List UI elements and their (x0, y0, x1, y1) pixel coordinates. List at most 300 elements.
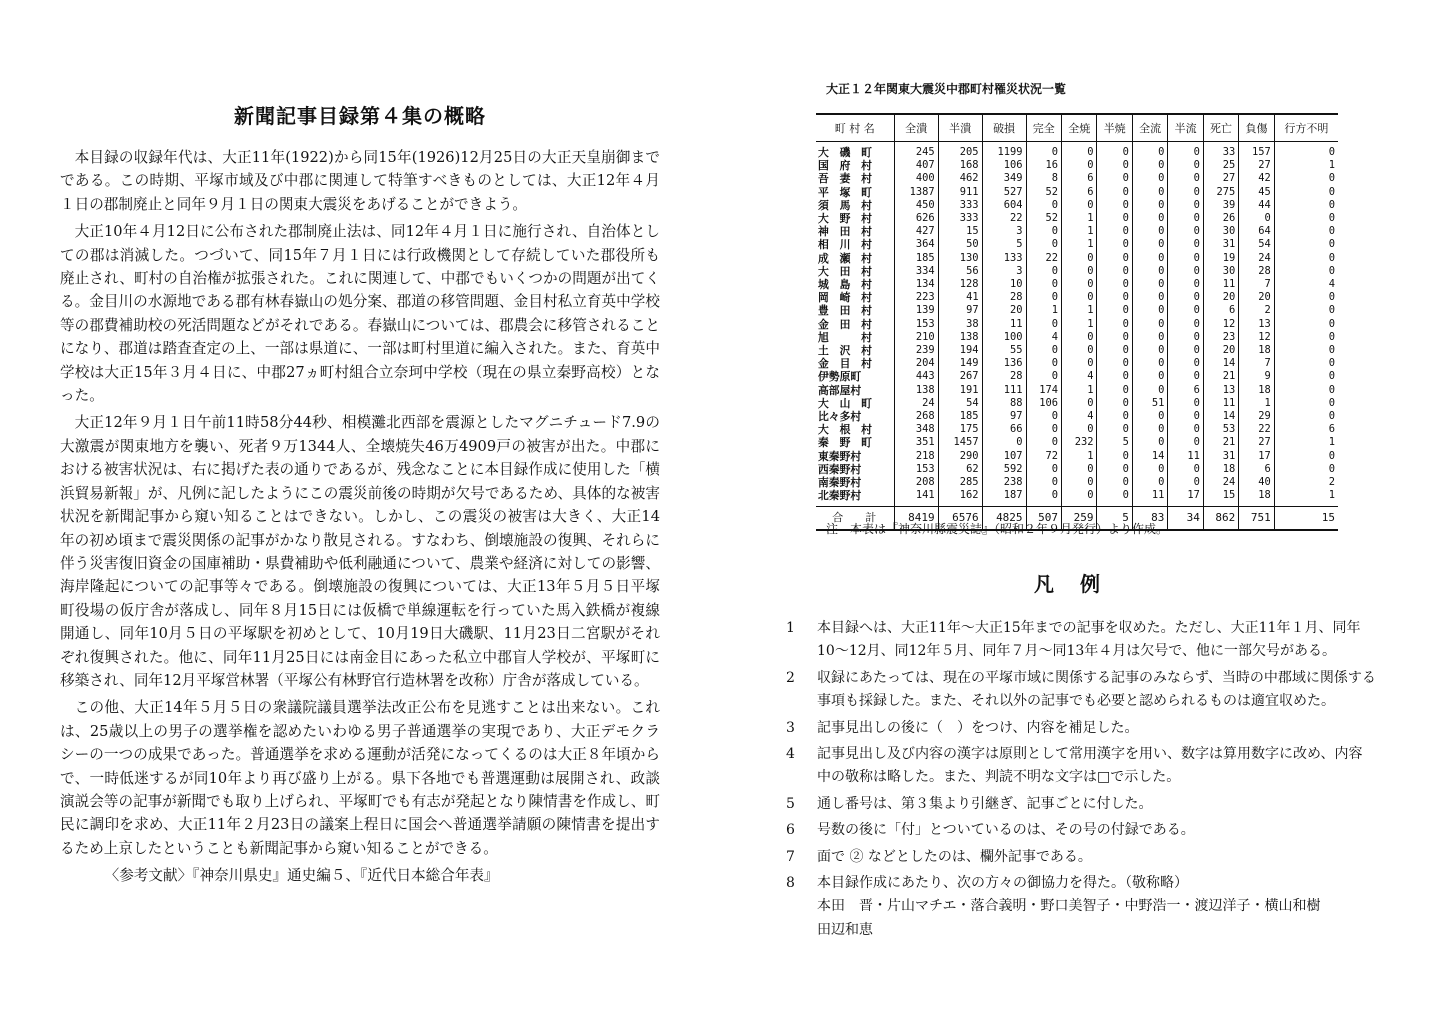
table-cell: 0 (1062, 476, 1097, 489)
table-cell: 0 (1132, 318, 1167, 331)
contributors-line: 田辺和恵 (817, 921, 873, 938)
table-cell: 7 (1239, 357, 1274, 370)
paragraph: 大正10年４月12日に公布された郡制廃止法は、同12年４月１日に施行され、自治体としての郡は消滅した。つづいて、同15年７月１日には行政機関として存続していた郡役所も廃止され、町村の自治権が拡張された。これに関連して、中郡でもいくつかの問題が出てくる。金目川の水源地である郡有林春嶽山の処分案、郡道の移管問題、金目村私立育英中学校等の郡費補助校の死活問題などがそれである。春嶽山については、郡農会に移管されることになり、郡道は踏査査定の上、一部は県道に、一部は町村里道に編入された。また、育英中学校は大正15年３月４日に、中郡27ヵ町村組合立奈珂中学校（現在の県立秦野高校）となった。 (60, 223, 660, 405)
table-cell: 0 (1026, 238, 1061, 251)
table-cell: 0 (1026, 476, 1061, 489)
table-cell: 0 (1026, 410, 1061, 423)
table-cell: 0 (1168, 397, 1203, 410)
table-cell: 19 (1203, 252, 1238, 265)
table-cell: 0 (1097, 212, 1132, 225)
table-cell: 51 (1132, 397, 1167, 410)
right-page (720, 0, 1440, 1020)
table-cell: 450 (894, 199, 938, 212)
total-cell: 751 (1239, 507, 1274, 531)
table-row (816, 212, 1338, 225)
table-cell: 97 (938, 304, 982, 317)
column-header: 死亡 (1203, 114, 1238, 142)
municipality-name: 東秦野村 (818, 449, 862, 463)
table-cell: 130 (938, 252, 982, 265)
contributors-line: 本田 晋・片山マチエ・落合義明・野口美智子・中野浩一・渡辺洋子・横山和樹 (817, 898, 1321, 915)
references: 〈参考文献〉『神奈川県史』通史編５、『近代日本総合年表』 (104, 867, 499, 885)
table-cell: 0 (1097, 384, 1132, 397)
column-header: 全流 (1132, 114, 1167, 142)
legend-number: 6 (786, 822, 795, 839)
table-cell: 185 (938, 410, 982, 423)
table-row (816, 265, 1338, 278)
table-cell: 4 (1026, 331, 1061, 344)
table-cell: 72 (1026, 450, 1061, 463)
table-cell: 2 (1239, 304, 1274, 317)
legend-number: 2 (786, 669, 795, 686)
table-cell: 0 (1097, 252, 1132, 265)
table-row (816, 450, 1338, 463)
municipality-name: 須 馬 村 (818, 198, 872, 212)
municipality-name: 高部屋村 (818, 383, 862, 397)
table-cell: 0 (1274, 450, 1338, 463)
overview-text (60, 146, 660, 892)
table-row (816, 225, 1338, 238)
table-cell: 0 (1274, 304, 1338, 317)
table-cell: 0 (1168, 331, 1203, 344)
table-cell: 0 (1062, 159, 1097, 172)
table-cell: 1 (1062, 304, 1097, 317)
table-cell: 400 (894, 172, 938, 185)
table-cell: 187 (982, 489, 1026, 507)
table-cell: 0 (1026, 436, 1061, 449)
table-cell: 333 (938, 212, 982, 225)
table-cell: 175 (938, 423, 982, 436)
table-cell: 0 (1097, 172, 1132, 185)
table-row (816, 159, 1338, 172)
table-cell: 364 (894, 238, 938, 251)
table-cell: 18 (1239, 489, 1274, 507)
table-cell: 52 (1026, 212, 1061, 225)
table-cell: 24 (894, 397, 938, 410)
table-cell: 427 (894, 225, 938, 238)
municipality-name: 伊勢原町 (818, 370, 862, 384)
table-cell: 21 (1203, 436, 1238, 449)
table-cell: 13 (1203, 384, 1238, 397)
table-cell: 604 (982, 199, 1026, 212)
table-cell: 24 (1203, 476, 1238, 489)
table-cell: 44 (1239, 199, 1274, 212)
table-cell: 97 (982, 410, 1026, 423)
table-cell: 31 (1203, 238, 1238, 251)
municipality-name: 国 府 村 (818, 159, 872, 173)
table-cell: 52 (1026, 186, 1061, 199)
table-row (816, 384, 1338, 397)
table-cell: 527 (982, 186, 1026, 199)
table-cell: 0 (1132, 476, 1167, 489)
table-cell: 0 (1274, 357, 1338, 370)
table-cell: 0 (1132, 331, 1167, 344)
legend-text: 収録にあたっては、現在の平塚市域に関係する記事のみならず、当時の中郡域に関係する事項も採録した。また、それ以外の記事でも必要と認められるものは適宜収めた。 (817, 669, 1376, 710)
paragraph: 本目録の収録年代は、大正11年(1922)から同15年(1926)12月25日の大正天皇崩御までである。この時期、平塚市域及び中郡に関連して特筆すべきものとしては、大正12年４月１日の郡制廃止と同年９月１日の関東大震災をあげることができよう。 (60, 149, 660, 213)
municipality-name: 大 根 村 (818, 423, 872, 437)
table-cell: 11 (1203, 397, 1238, 410)
table-cell: 0 (1062, 199, 1097, 212)
table-cell: 0 (1168, 476, 1203, 489)
table-cell: 55 (982, 344, 1026, 357)
table-cell: 0 (1168, 370, 1203, 383)
table-row (816, 410, 1338, 423)
table-cell: 5 (982, 238, 1026, 251)
table-cell: 12 (1203, 318, 1238, 331)
table-cell: 232 (1062, 436, 1097, 449)
table-cell: 88 (982, 397, 1026, 410)
table-cell: 20 (1203, 291, 1238, 304)
table-cell: 0 (1168, 265, 1203, 278)
legend-item (786, 872, 1376, 942)
table-cell: 28 (982, 291, 1026, 304)
total-label: 合 計 (816, 507, 894, 531)
table-cell: 0 (1168, 238, 1203, 251)
table-cell: 0 (1062, 344, 1097, 357)
table-cell: 64 (1239, 225, 1274, 238)
table-cell: 3 (982, 225, 1026, 238)
table-cell: 0 (1274, 463, 1338, 476)
table-cell: 0 (1132, 357, 1167, 370)
legend-item (786, 717, 1376, 740)
table-cell: 153 (894, 318, 938, 331)
legend-text: 本目録へは、大正11年～大正15年までの記事を収めた。ただし、大正11年１月、同年10～12月、同12年５月、同年７月～同13年４月は欠号で、他に一部欠号がある。 (817, 620, 1361, 660)
table-cell: 0 (1274, 225, 1338, 238)
column-header: 全焼 (1062, 114, 1097, 142)
table-cell: 0 (1274, 331, 1338, 344)
table-cell: 56 (938, 265, 982, 278)
table-cell: 1 (1062, 212, 1097, 225)
table-cell: 204 (894, 357, 938, 370)
table-cell: 6 (1062, 172, 1097, 185)
table-cell: 0 (1062, 397, 1097, 410)
table-cell: 0 (1132, 142, 1167, 160)
table-row (816, 344, 1338, 357)
table-cell: 0 (1168, 278, 1203, 291)
table-cell: 0 (1097, 357, 1132, 370)
table-cell: 0 (1132, 423, 1167, 436)
table-cell: 17 (1168, 489, 1203, 507)
table-cell: 0 (1132, 384, 1167, 397)
municipality-name: 神 田 村 (818, 225, 872, 239)
legend-number: 3 (786, 719, 795, 736)
table-cell: 1 (1062, 450, 1097, 463)
legend-item (786, 667, 1376, 714)
legend-number: 1 (786, 620, 795, 636)
table-cell: 18 (1203, 463, 1238, 476)
table-cell: 0 (1168, 423, 1203, 436)
table-cell: 0 (1274, 186, 1338, 199)
table-cell: 0 (1274, 291, 1338, 304)
table-cell: 0 (1132, 225, 1167, 238)
table-cell: 443 (894, 370, 938, 383)
table-cell: 14 (1132, 450, 1167, 463)
table-cell: 0 (1239, 212, 1274, 225)
table-cell: 0 (1168, 463, 1203, 476)
damage-table (816, 113, 1338, 531)
table-cell: 13 (1239, 318, 1274, 331)
table-cell: 0 (1097, 265, 1132, 278)
table-cell: 194 (938, 344, 982, 357)
table-cell: 1 (1062, 225, 1097, 238)
table-cell: 39 (1203, 199, 1238, 212)
table-cell: 1 (1062, 238, 1097, 251)
table-cell: 153 (894, 463, 938, 476)
table-cell: 4 (1274, 278, 1338, 291)
column-header: 負傷 (1239, 114, 1274, 142)
table-cell: 0 (1132, 186, 1167, 199)
table-cell: 0 (1097, 476, 1132, 489)
table-cell: 0 (1132, 410, 1167, 423)
table-cell: 139 (894, 304, 938, 317)
table-row (816, 357, 1338, 370)
table-cell: 29 (1239, 410, 1274, 423)
table-cell: 1 (1026, 304, 1061, 317)
table-cell: 0 (982, 436, 1026, 449)
table-cell: 38 (938, 318, 982, 331)
table-cell: 1 (1274, 436, 1338, 449)
table-row (816, 142, 1338, 160)
table-cell: 11 (982, 318, 1026, 331)
table-cell: 162 (938, 489, 982, 507)
legend-text: 号数の後に「付」とついているのは、その号の付録である。 (817, 822, 1195, 839)
table-cell: 25 (1203, 159, 1238, 172)
table-cell: 239 (894, 344, 938, 357)
legend-title: 凡例 (1034, 572, 1126, 596)
municipality-name: 比々多村 (818, 410, 862, 424)
table-cell: 1387 (894, 186, 938, 199)
table-cell: 0 (1168, 212, 1203, 225)
total-cell: 507 (1026, 507, 1061, 531)
table-cell: 0 (1168, 172, 1203, 185)
table-cell: 0 (1168, 318, 1203, 331)
damage-table-wrap (816, 113, 1338, 531)
table-cell: 268 (894, 410, 938, 423)
municipality-name: 南秦野村 (818, 476, 862, 490)
table-cell: 11 (1132, 489, 1167, 507)
table-cell: 11 (1168, 450, 1203, 463)
table-cell: 50 (938, 238, 982, 251)
table-row (816, 278, 1338, 291)
legend-item (786, 617, 1376, 664)
table-cell: 168 (938, 159, 982, 172)
table-cell: 0 (1132, 238, 1167, 251)
table-cell: 8 (1026, 172, 1061, 185)
table-cell: 0 (1062, 265, 1097, 278)
table-cell: 174 (1026, 384, 1061, 397)
table-cell: 136 (982, 357, 1026, 370)
table-cell: 0 (1062, 463, 1097, 476)
table-title: 大正１２年関東大震災中郡町村罹災状況一覧 (826, 82, 1067, 96)
table-cell: 0 (1097, 450, 1132, 463)
municipality-name: 旭 村 (818, 330, 872, 344)
column-header: 破損 (982, 114, 1026, 142)
table-body (816, 142, 1338, 531)
table-cell: 133 (982, 252, 1026, 265)
table-cell: 0 (1132, 212, 1167, 225)
table-cell: 0 (1132, 463, 1167, 476)
table-cell: 0 (1168, 199, 1203, 212)
table-cell: 0 (1274, 370, 1338, 383)
table-row (816, 436, 1338, 449)
table-row (816, 252, 1338, 265)
table-cell: 22 (1239, 423, 1274, 436)
table-cell: 0 (1097, 318, 1132, 331)
table-cell: 0 (1274, 199, 1338, 212)
table-cell: 0 (1132, 159, 1167, 172)
municipality-name: 金 田 村 (818, 317, 872, 331)
table-row (816, 238, 1338, 251)
table-cell: 0 (1132, 252, 1167, 265)
table-cell: 0 (1274, 142, 1338, 160)
table-cell: 14 (1203, 410, 1238, 423)
total-cell: 5 (1097, 507, 1132, 531)
municipality-name: 大 磯 町 (818, 146, 872, 159)
table-cell: 40 (1239, 476, 1274, 489)
table-cell: 157 (1239, 142, 1274, 160)
table-cell: 22 (982, 212, 1026, 225)
table-cell: 0 (1097, 423, 1132, 436)
table-cell: 141 (894, 489, 938, 507)
table-cell: 0 (1026, 291, 1061, 304)
table-cell: 53 (1203, 423, 1238, 436)
legend-item (786, 743, 1376, 790)
table-cell: 0 (1097, 238, 1132, 251)
column-header: 町 村 名 (816, 114, 894, 142)
legend-text: 通し番号は、第３集より引継ぎ、記事ごとに付した。 (817, 795, 1153, 812)
table-cell: 0 (1274, 344, 1338, 357)
table-cell: 0 (1097, 331, 1132, 344)
table-cell: 21 (1203, 370, 1238, 383)
table-row (816, 199, 1338, 212)
table-cell: 138 (938, 331, 982, 344)
table-cell: 0 (1062, 423, 1097, 436)
table-cell: 0 (1274, 318, 1338, 331)
legend-item (786, 846, 1376, 869)
table-cell: 0 (1274, 410, 1338, 423)
table-cell: 30 (1203, 265, 1238, 278)
legend-text: 本目録作成にあたり、次の方々の御協力を得た。（敬称略） (817, 875, 1188, 892)
table-cell: 0 (1132, 436, 1167, 449)
column-header: 半流 (1168, 114, 1203, 142)
table-cell: 16 (1026, 159, 1061, 172)
table-cell: 30 (1203, 225, 1238, 238)
table-cell: 0 (1097, 278, 1132, 291)
column-header: 行方不明 (1274, 114, 1338, 142)
table-cell: 6 (1062, 186, 1097, 199)
table-cell: 245 (894, 142, 938, 160)
total-cell: 6576 (938, 507, 982, 531)
table-cell: 1 (1062, 318, 1097, 331)
table-cell: 0 (1274, 397, 1338, 410)
table-cell: 18 (1239, 384, 1274, 397)
table-cell: 0 (1168, 142, 1203, 160)
table-cell: 0 (1026, 142, 1061, 160)
table-cell: 592 (982, 463, 1026, 476)
municipality-name: 吾 妻 村 (818, 172, 872, 186)
municipality-name: 大 田 村 (818, 264, 872, 278)
paragraph: 大正12年９月１日午前11時58分44秒、相模灘北西部を震源としたマグニチュード7.9の大激震が関東地方を襲い、死者９万1344人、全壊焼失46万4909戸の被害が出た。中郡における被害状況は、右に掲げた表の通りであるが、残念なことに本目録作成に使用した「横浜貿易新報」が、凡例に記したようにこの震災前後の時期が欠号であるため、具体的な被害状況を新聞記事から窺い知ることはできない。しかし、この震災の被害は大きく、大正14年の初め頃まで震災関係の記事がかなり散見される。すなわち、倒壊施設の復興、それらに伴う災害復旧資金の国庫補助・県費補助や低利融通について、農業や経済に対しての影響、海岸隆起についての記事等々である。倒壊施設の復興については、大正13年５月５日平塚町役場の仮庁舎が落成し、同年８月15日には仮橋で単線運転を行っていた馬入鉄橋が複線開通し、同年10月５日の平塚駅を初めとして、10月19日大磯駅、11月23日二宮駅がそれぞれ復興された。他に、同年11月25日には南金目にあった私立中郡盲人学校が、平塚町に移築され、同年12月平塚営林署（平塚公有林野官行造林署を改称）庁舎が落成している。 (60, 414, 660, 689)
table-cell: 1 (1274, 489, 1338, 507)
table-cell: 0 (1062, 252, 1097, 265)
table-cell: 6 (1203, 304, 1238, 317)
table-cell: 6 (1274, 423, 1338, 436)
table-cell: 0 (1062, 278, 1097, 291)
table-cell: 62 (938, 463, 982, 476)
table-cell: 1199 (982, 142, 1026, 160)
table-cell: 0 (1168, 252, 1203, 265)
table-cell: 348 (894, 423, 938, 436)
legend-number: 7 (786, 848, 795, 865)
table-cell: 275 (1203, 186, 1238, 199)
table-cell: 27 (1239, 159, 1274, 172)
column-header: 全潰 (894, 114, 938, 142)
total-cell: 83 (1132, 507, 1167, 531)
municipality-name: 北秦野村 (818, 489, 862, 503)
table-cell: 0 (1132, 370, 1167, 383)
table-cell: 1 (1239, 397, 1274, 410)
table-cell: 0 (1132, 172, 1167, 185)
table-cell: 0 (1026, 489, 1061, 507)
table-cell: 138 (894, 384, 938, 397)
table-row (816, 318, 1338, 331)
table-cell: 0 (1274, 252, 1338, 265)
table-cell: 3 (982, 265, 1026, 278)
legend-item (786, 793, 1376, 816)
table-cell: 2 (1274, 476, 1338, 489)
municipality-name: 大 山 町 (818, 396, 872, 410)
table-cell: 349 (982, 172, 1026, 185)
table-cell: 0 (1132, 304, 1167, 317)
table-cell: 0 (1062, 291, 1097, 304)
municipality-name: 相 川 村 (818, 238, 872, 252)
table-cell: 267 (938, 370, 982, 383)
table-row (816, 370, 1338, 383)
table-row (816, 291, 1338, 304)
column-header: 完全 (1026, 114, 1061, 142)
table-cell: 290 (938, 450, 982, 463)
table-cell: 33 (1203, 142, 1238, 160)
table-row (816, 172, 1338, 185)
table-cell: 26 (1203, 212, 1238, 225)
total-cell: 15 (1274, 507, 1338, 531)
table-cell: 334 (894, 265, 938, 278)
table-cell: 15 (938, 225, 982, 238)
total-cell: 34 (1168, 507, 1203, 531)
table-cell: 0 (1097, 304, 1132, 317)
municipality-name: 秦 野 町 (818, 436, 872, 450)
table-cell: 41 (938, 291, 982, 304)
table-cell: 285 (938, 476, 982, 489)
table-row (816, 463, 1338, 476)
table-cell: 238 (982, 476, 1026, 489)
table-note: 注 本表は『神奈川縣震災誌』（昭和２年９月発行）より作成。 (826, 522, 1169, 536)
municipality-name: 平 塚 町 (818, 185, 872, 199)
table-cell: 1457 (938, 436, 982, 449)
table-cell: 20 (1239, 291, 1274, 304)
table-cell: 0 (1026, 199, 1061, 212)
table-cell: 0 (1097, 463, 1132, 476)
table-cell: 205 (938, 142, 982, 160)
table-cell: 42 (1239, 172, 1274, 185)
total-cell: 259 (1062, 507, 1097, 531)
municipality-name: 金 目 村 (818, 357, 872, 371)
table-cell: 66 (982, 423, 1026, 436)
table-cell: 111 (982, 384, 1026, 397)
table-row (816, 423, 1338, 436)
table-cell: 626 (894, 212, 938, 225)
table-cell: 107 (982, 450, 1026, 463)
table-cell: 218 (894, 450, 938, 463)
